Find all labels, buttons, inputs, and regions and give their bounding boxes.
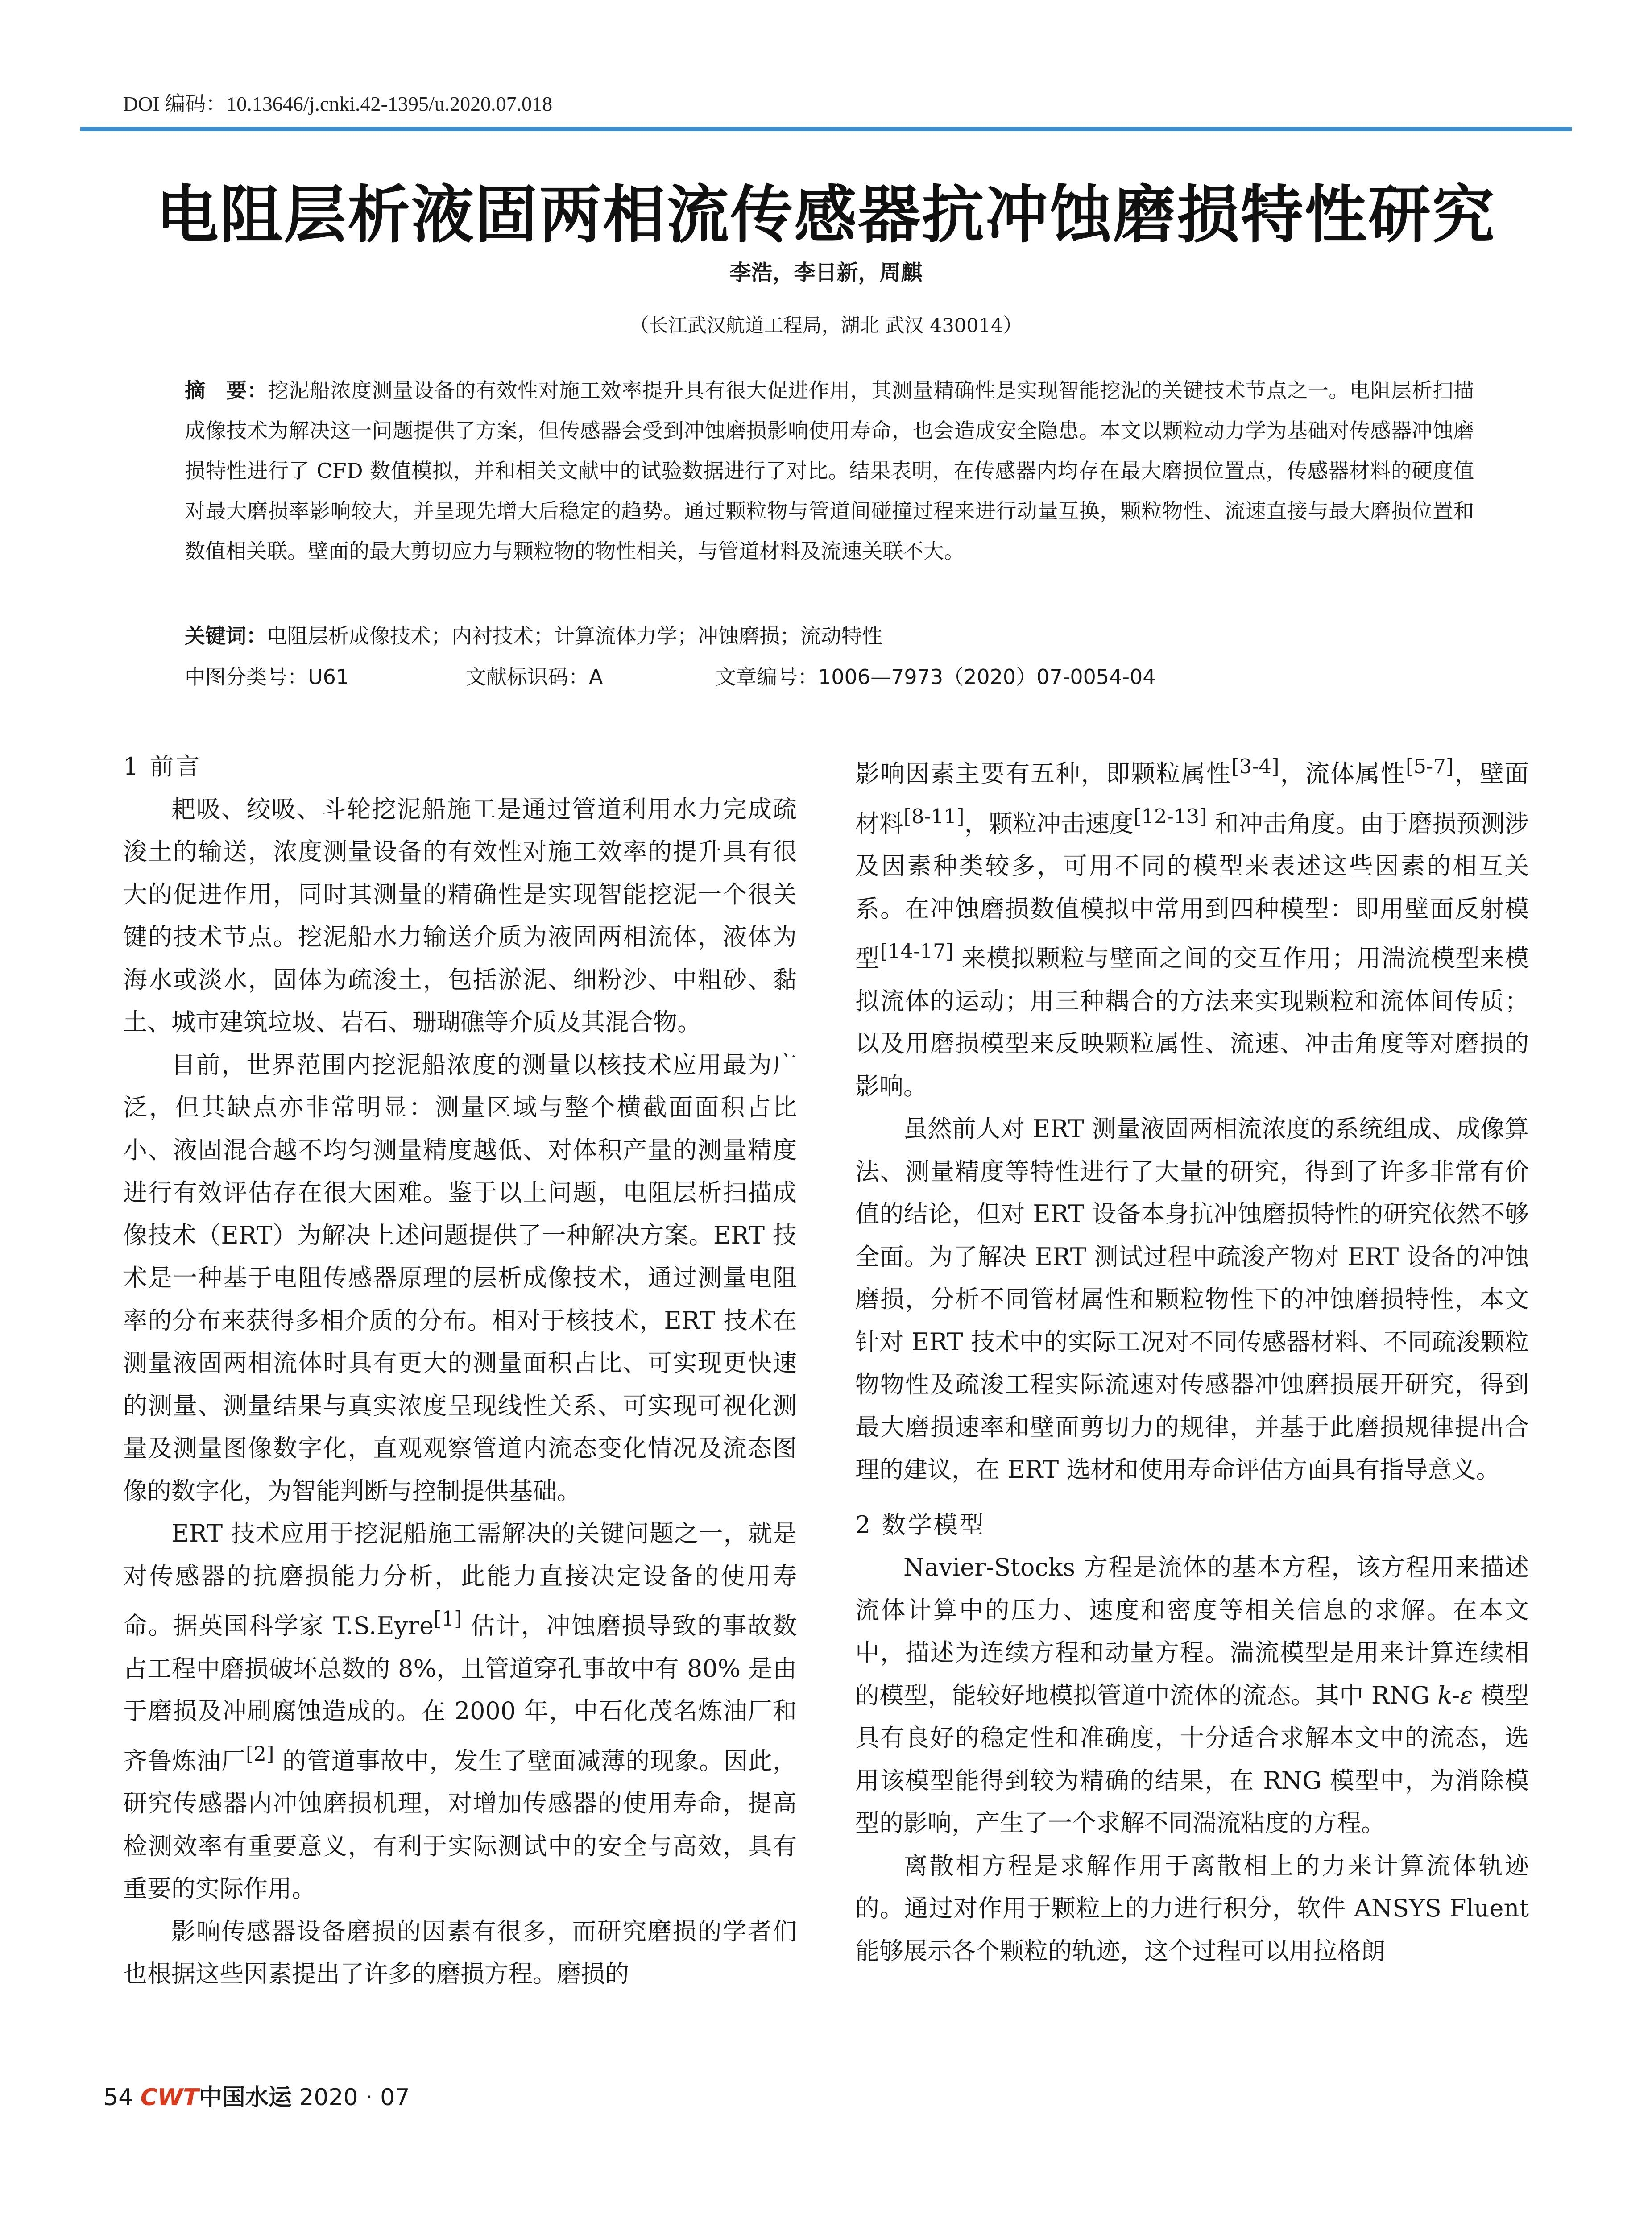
clc-number: 中图分类号：U61 [185,665,349,689]
issue-number: 2020 · 07 [299,2084,410,2111]
citation: [8-11] [903,804,965,828]
body-paragraph [855,1546,1529,1845]
body-paragraph: 目前，世界范围内挖泥船浓度的测量以核技术应用最为广泛，但其缺点亦非常明显：测量区域与整个横截面面积占比小、液固混合越不均匀测量精度越低、对体积产量的测量精度进行有效评估存在很大困难。鉴于以上问题，电阻层析扫描成像技术（ERT）为解决上述问题提供了一种解决方案。ERT 技术是一种基于电阻传感器原理的层析成像技术，通过测量电阻率的分布来获得多相介质的分布。相对于核技术，ERT 技术在测量液固两相流体时具有更大的测量面积占比、可实现更快速的测量、测量结果与真实浓度呈现线性关系、可实现可视化测量及测量图像数字化，直观观察管道内流态变化情况及流态图像的数字化，为智能判断与控制提供基础。 [123,1050,797,1505]
paper-affiliation: （长江武汉航道工程局，湖北 武汉 430014） [629,315,1023,337]
body-paragraph: 影响传感器设备磨损的因素有很多，而研究磨损的学者们也根据这些因素提出了许多的磨损方程。磨损的 [123,1917,797,1988]
body-column-left [123,745,797,1995]
abstract [185,370,1474,571]
keywords-text: 电阻层析成像技术；内衬技术；计算流体力学；冲蚀磨损；流动特性 [267,624,882,648]
keywords-label: 关键词： [185,624,267,648]
abstract-label: 摘 要： [185,378,268,402]
citation: [14-17] [880,939,954,963]
document-code: 文献标识码：A [466,665,603,689]
text-run: ，流体属性 [1279,759,1406,788]
body-paragraph [855,745,1529,1107]
doi-line: DOI 编码：10.13646/j.cnki.42-1395/u.2020.07.018 [123,92,553,115]
abstract-text: 挖泥船浓度测量设备的有效性对施工效率提升具有很大促进作用，其测量精确性是实现智能挖泥的关键技术节点之一。电阻层析扫描成像技术为解决这一问题提供了方案，但传感器会受到冲蚀磨损影响使用寿命，也会造成安全隐患。本文以颗粒动力学为基础对传感器冲蚀磨损特性进行了 CFD 数值模拟，并和相关文献中的试验数据进行了对比。结果表明，在传感器内均存在最大磨损位置点，传感器材料的硬度值对最大磨损率影响较大，并呈现先增大后稳定的趋势。通过颗粒物与管道间碰撞过程来进行动量互换，颗粒物性、流速直接与最大磨损位置和数值相关联。壁面的最大剪切应力与颗粒物的物性相关，与管道材料及流速关联不大。 [185,378,1474,563]
header-rule [80,127,1572,131]
classification-line [185,657,1474,697]
citation: [5-7] [1405,755,1454,778]
section-heading: 2 数学模型 [855,1510,985,1539]
article-number: 文章编号：1006—7973（2020）07-0054-04 [716,665,1156,689]
body-paragraph: 虽然前人对 ERT 测量液固两相流浓度的系统组成、成像算法、测量精度等特性进行了大量的研究，得到了许多非常有价值的结论，但对 ERT 设备本身抗冲蚀磨损特性的研究依然不够全面。为了解决 ERT 测试过程中疏浚产物对 ERT 设备的冲蚀磨损，分析不同管材属性和颗粒物性下的冲蚀磨损特性，本文针对 ERT 技术中的实际工况对不同传感器材料、不同疏浚颗粒物物性及疏浚工程实际流速对传感器冲蚀磨损展开研究，得到最大磨损速率和壁面剪切力的规律，并基于此磨损规律提出合理的建议，在 ERT 选材和使用寿命评估方面具有指导意义。 [855,1115,1529,1484]
text-run: 估计，冲蚀磨损导致的事故数占工程中磨损破坏总数的 8%，且管道穿孔事故中有 80% 是由于磨损及冲刷腐蚀造成的。在 2000 年，中石化茂名炼油厂和齐鲁炼油厂 [123,1612,797,1775]
text-run: 和冲击角度。由于磨损预测涉及因素种类较多，可用不同的模型来表述这些因素的相互关系。在冲蚀磨损数值模拟中常用到四种模型：即用壁面反射模型 [855,809,1529,972]
text-run: Navier-Stocks 方程是流体的基本方程，该方程用来描述流体计算中的压力、速度和密度等相关信息的求解。在本文中，描述为连续方程和动量方程。湍流模型是用来计算连续相的模型，能较好地模拟管道中流体的流态。其中 RNG [855,1553,1529,1709]
paper-authors: 李浩，李日新，周麒 [729,260,923,285]
citation: [2] [245,1742,274,1766]
journal-name: 中国水运 [199,2084,292,2111]
journal-logo: CWT [140,2084,199,2111]
text-run: ，颗粒冲击速度 [964,809,1134,838]
text-run: 的管道事故中，发生了壁面减薄的现象。因此，研究传感器内冲蚀磨损机理，对增加传感器的使用寿命，提高检测效率有重要意义，有利于实际测试中的安全与高效，具有重要的实际作用。 [123,1746,797,1903]
body-paragraph: 离散相方程是求解作用于离散相上的力来计算流体轨迹的。通过对作用于颗粒上的力进行积分，软件 ANSYS Fluent 能够展示各个颗粒的轨迹，这个过程可以用拉格朗 [855,1851,1529,1965]
section-heading: 1 前言 [123,752,202,780]
paper-title: 电阻层析液固两相流传感器抗冲蚀磨损特性研究 [156,179,1496,252]
keywords [185,616,1474,656]
body-paragraph: 耙吸、绞吸、斗轮挖泥船施工是通过管道利用水力完成疏浚土的输送，浓度测量设备的有效性对施工效率的提升具有很大的促进作用，同时其测量的精确性是实现智能挖泥一个很关键的技术节点。挖泥船水力输送介质为液固两相流体，液体为海水或淡水，固体为疏浚土，包括淤泥、细粉沙、中粗砂、黏土、城市建筑垃圾、岩石、珊瑚礁等介质及其混合物。 [123,795,797,1036]
citation: [12-13] [1133,804,1207,828]
page-number: 54 [104,2084,133,2111]
page-footer [104,2078,410,2112]
math-k-epsilon: k-ε [1437,1681,1473,1709]
text-run: ，壁面材料 [855,759,1529,838]
citation: [3-4] [1231,755,1279,778]
body-paragraph [123,1512,797,1910]
citation: [1] [433,1607,462,1630]
text-run: 模型具有良好的稳定性和准确度，十分适合求解本文中的流态，选用该模型能得到较为精确的结果，在 RNG 模型中，为消除模型的影响，产生了一个求解不同湍流粘度的方程。 [855,1681,1529,1837]
text-run: 影响因素主要有五种，即颗粒属性 [855,759,1232,788]
text-run: 来模拟颗粒与壁面之间的交互作用；用湍流模型来模拟流体的运动；用三种耦合的方法来实现颗粒和流体间传质；以及用磨损模型来反映颗粒属性、流速、冲击角度等对磨损的影响。 [855,944,1529,1100]
body-column-right [855,745,1529,1972]
text-run: ERT 技术应用于挖泥船施工需解决的关键问题之一，就是对传感器的抗磨损能力分析，此能力直接决定设备的使用寿命。据英国科学家 T.S.Eyre [123,1519,797,1640]
